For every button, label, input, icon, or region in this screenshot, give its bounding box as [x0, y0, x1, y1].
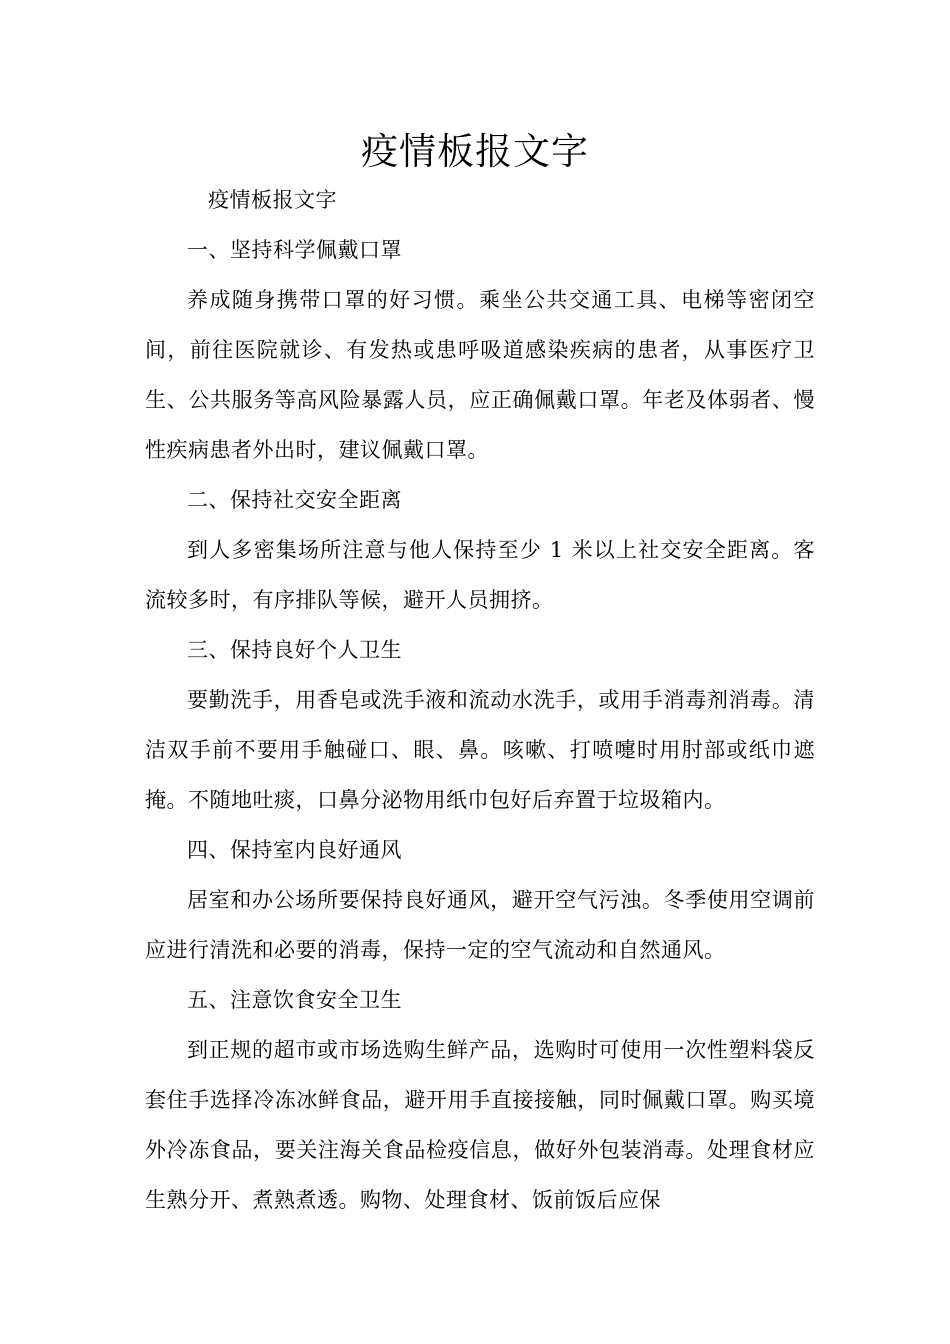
section-heading-3: 三、保持良好个人卫生 [187, 638, 402, 662]
section-paragraph-1: 养成随身携带口罩的好习惯。乘坐公共交通工具、电梯等密闭空间，前往医院就诊、有发热或患呼吸道感染疾病的患者，从事医疗卫生、公共服务等高风险暴露人员，应正确佩戴口罩。年老及体弱者、慢性疾病患者外出时，建议佩戴口罩。 [145, 288, 815, 462]
section-paragraph-2: 到人多密集场所注意与他人保持至少 1 米以上社交安全距离。客流较多时，有序排队等候，避开人员拥挤。 [145, 538, 815, 612]
section-heading-5: 五、注意饮食安全卫生 [187, 988, 402, 1012]
document-title: 疫情板报文字 [361, 130, 589, 173]
section-heading-4: 四、保持室内良好通风 [187, 838, 402, 862]
section-paragraph-3: 要勤洗手，用香皂或洗手液和流动水洗手，或用手消毒剂消毒。清洁双手前不要用手触碰口、眼、鼻。咳嗽、打喷嚏时用肘部或纸巾遮掩。不随地吐痰，口鼻分泌物用纸巾包好后弃置于垃圾箱内。 [145, 688, 815, 812]
document-body [145, 175, 815, 1225]
section-heading-1: 一、坚持科学佩戴口罩 [187, 238, 402, 262]
section-heading-2: 二、保持社交安全距离 [187, 488, 402, 512]
section-paragraph-4: 居室和办公场所要保持良好通风，避开空气污浊。冬季使用空调前应进行清洗和必要的消毒，保持一定的空气流动和自然通风。 [145, 888, 815, 962]
document-subtitle: 疫情板报文字 [208, 188, 337, 212]
section-paragraph-5: 到正规的超市或市场选购生鲜产品，选购时可使用一次性塑料袋反套住手选择冷冻冰鲜食品，避开用手直接接触，同时佩戴口罩。购买境外冷冻食品，要关注海关食品检疫信息，做好外包装消毒。处理食材应生熟分开、煮熟煮透。购物、处理食材、饭前饭后应保 [145, 1038, 815, 1212]
